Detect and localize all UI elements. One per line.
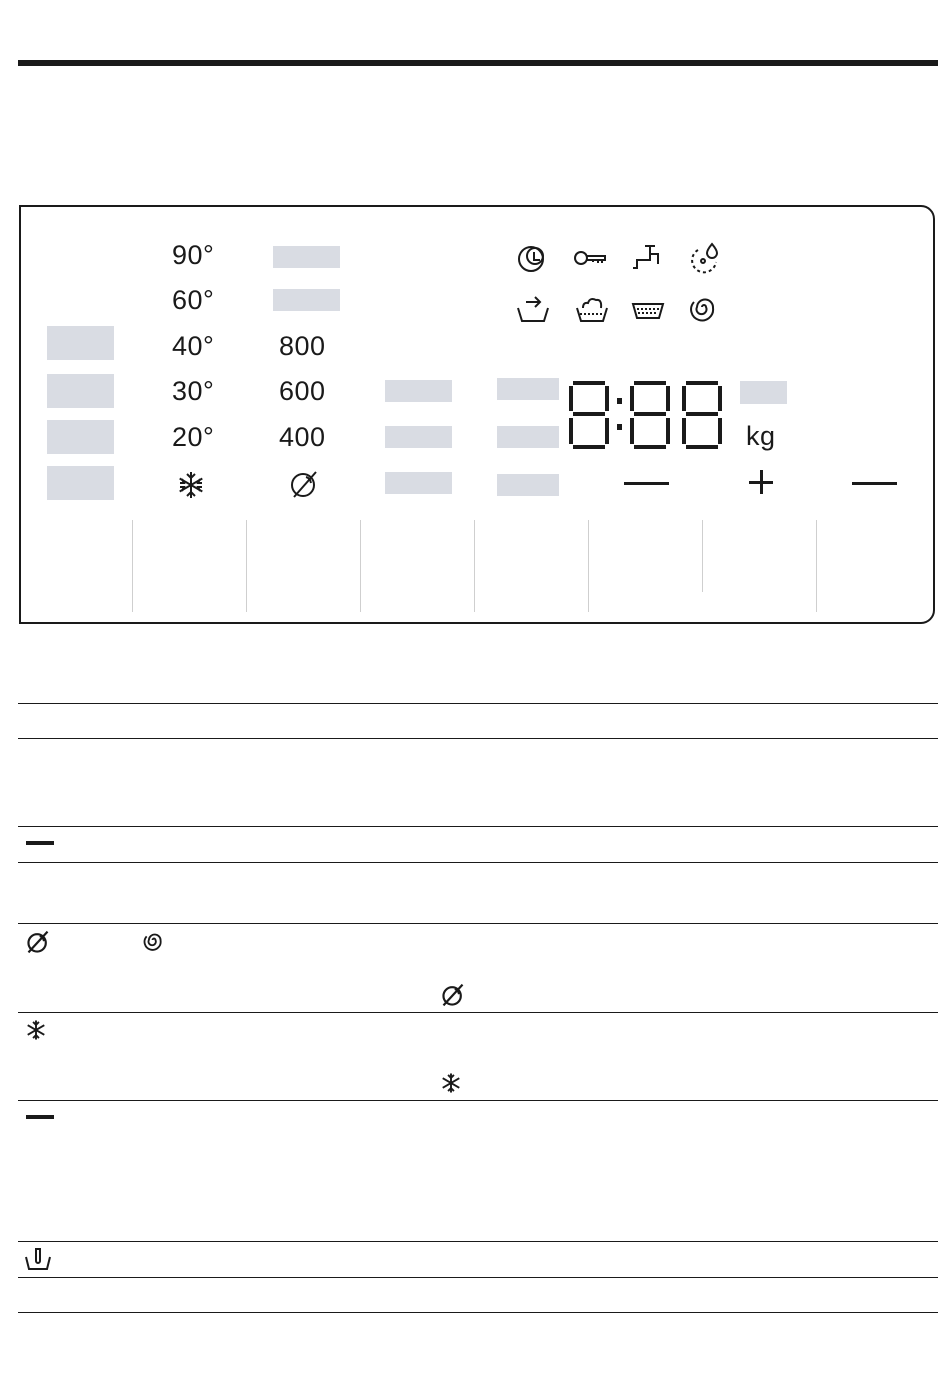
table-rule [18,1312,938,1313]
panel-divider [816,520,817,612]
table-rule [18,1241,938,1242]
option-block-1 [385,380,452,402]
panel-divider [132,520,133,612]
panel-divider [702,520,703,592]
spin-icon [143,929,165,951]
table-rule [18,1100,938,1101]
table-rule [18,1277,938,1278]
table-rule [18,738,938,739]
minus-button[interactable] [624,482,669,485]
option-block-2 [385,426,452,448]
spin-block-2 [273,289,340,311]
program-block-3 [47,420,114,454]
option-block-6 [497,474,559,496]
water-tap-icon [631,242,663,274]
program-block-1 [47,326,114,360]
temp-60: 60° [172,285,215,315]
control-panel [19,205,935,624]
table-rule [18,862,938,863]
table-rule [18,1012,938,1013]
no-spin-icon [288,468,320,500]
spin-icon [689,292,719,322]
option-block-5 [497,426,559,448]
wash-tub-icon [575,292,609,324]
temp-tub-icon [24,1247,52,1271]
option-block-4 [497,378,559,400]
temp-20: 20° [172,422,215,452]
temp-40: 40° [172,331,215,361]
rinse-hold-drop-icon [688,242,722,274]
snowflake-icon [25,1019,47,1041]
dash-icon [26,1115,54,1119]
prewash-arrow-tub-icon [516,294,550,324]
spin-800: 800 [279,331,326,361]
no-spin-icon [24,929,52,955]
temp-90: 90° [172,240,215,270]
spin-400: 400 [279,422,326,452]
minus-button-right[interactable] [852,482,897,485]
dash-icon [26,841,54,845]
plus-button[interactable] [749,470,773,494]
program-block-2 [47,374,114,408]
spin-block-1 [273,246,340,268]
weight-unit-label: kg [746,421,776,451]
temp-30: 30° [172,376,215,406]
snowflake-icon [176,470,206,500]
panel-divider [360,520,361,612]
rinse-tub-icon [631,298,665,324]
panel-divider [246,520,247,612]
option-block-3 [385,472,452,494]
table-rule [18,923,938,924]
table-rule [18,826,938,827]
snowflake-icon [440,1072,462,1094]
stains-icon [516,242,550,274]
spin-600: 600 [279,376,326,406]
panel-divider [474,520,475,612]
child-lock-key-icon [573,248,607,268]
panel-divider [588,520,589,612]
time-display [566,380,736,450]
table-rule [18,703,938,704]
header-rule [18,60,938,66]
program-block-4 [47,466,114,500]
display-block [740,381,787,404]
no-spin-icon [439,982,467,1008]
